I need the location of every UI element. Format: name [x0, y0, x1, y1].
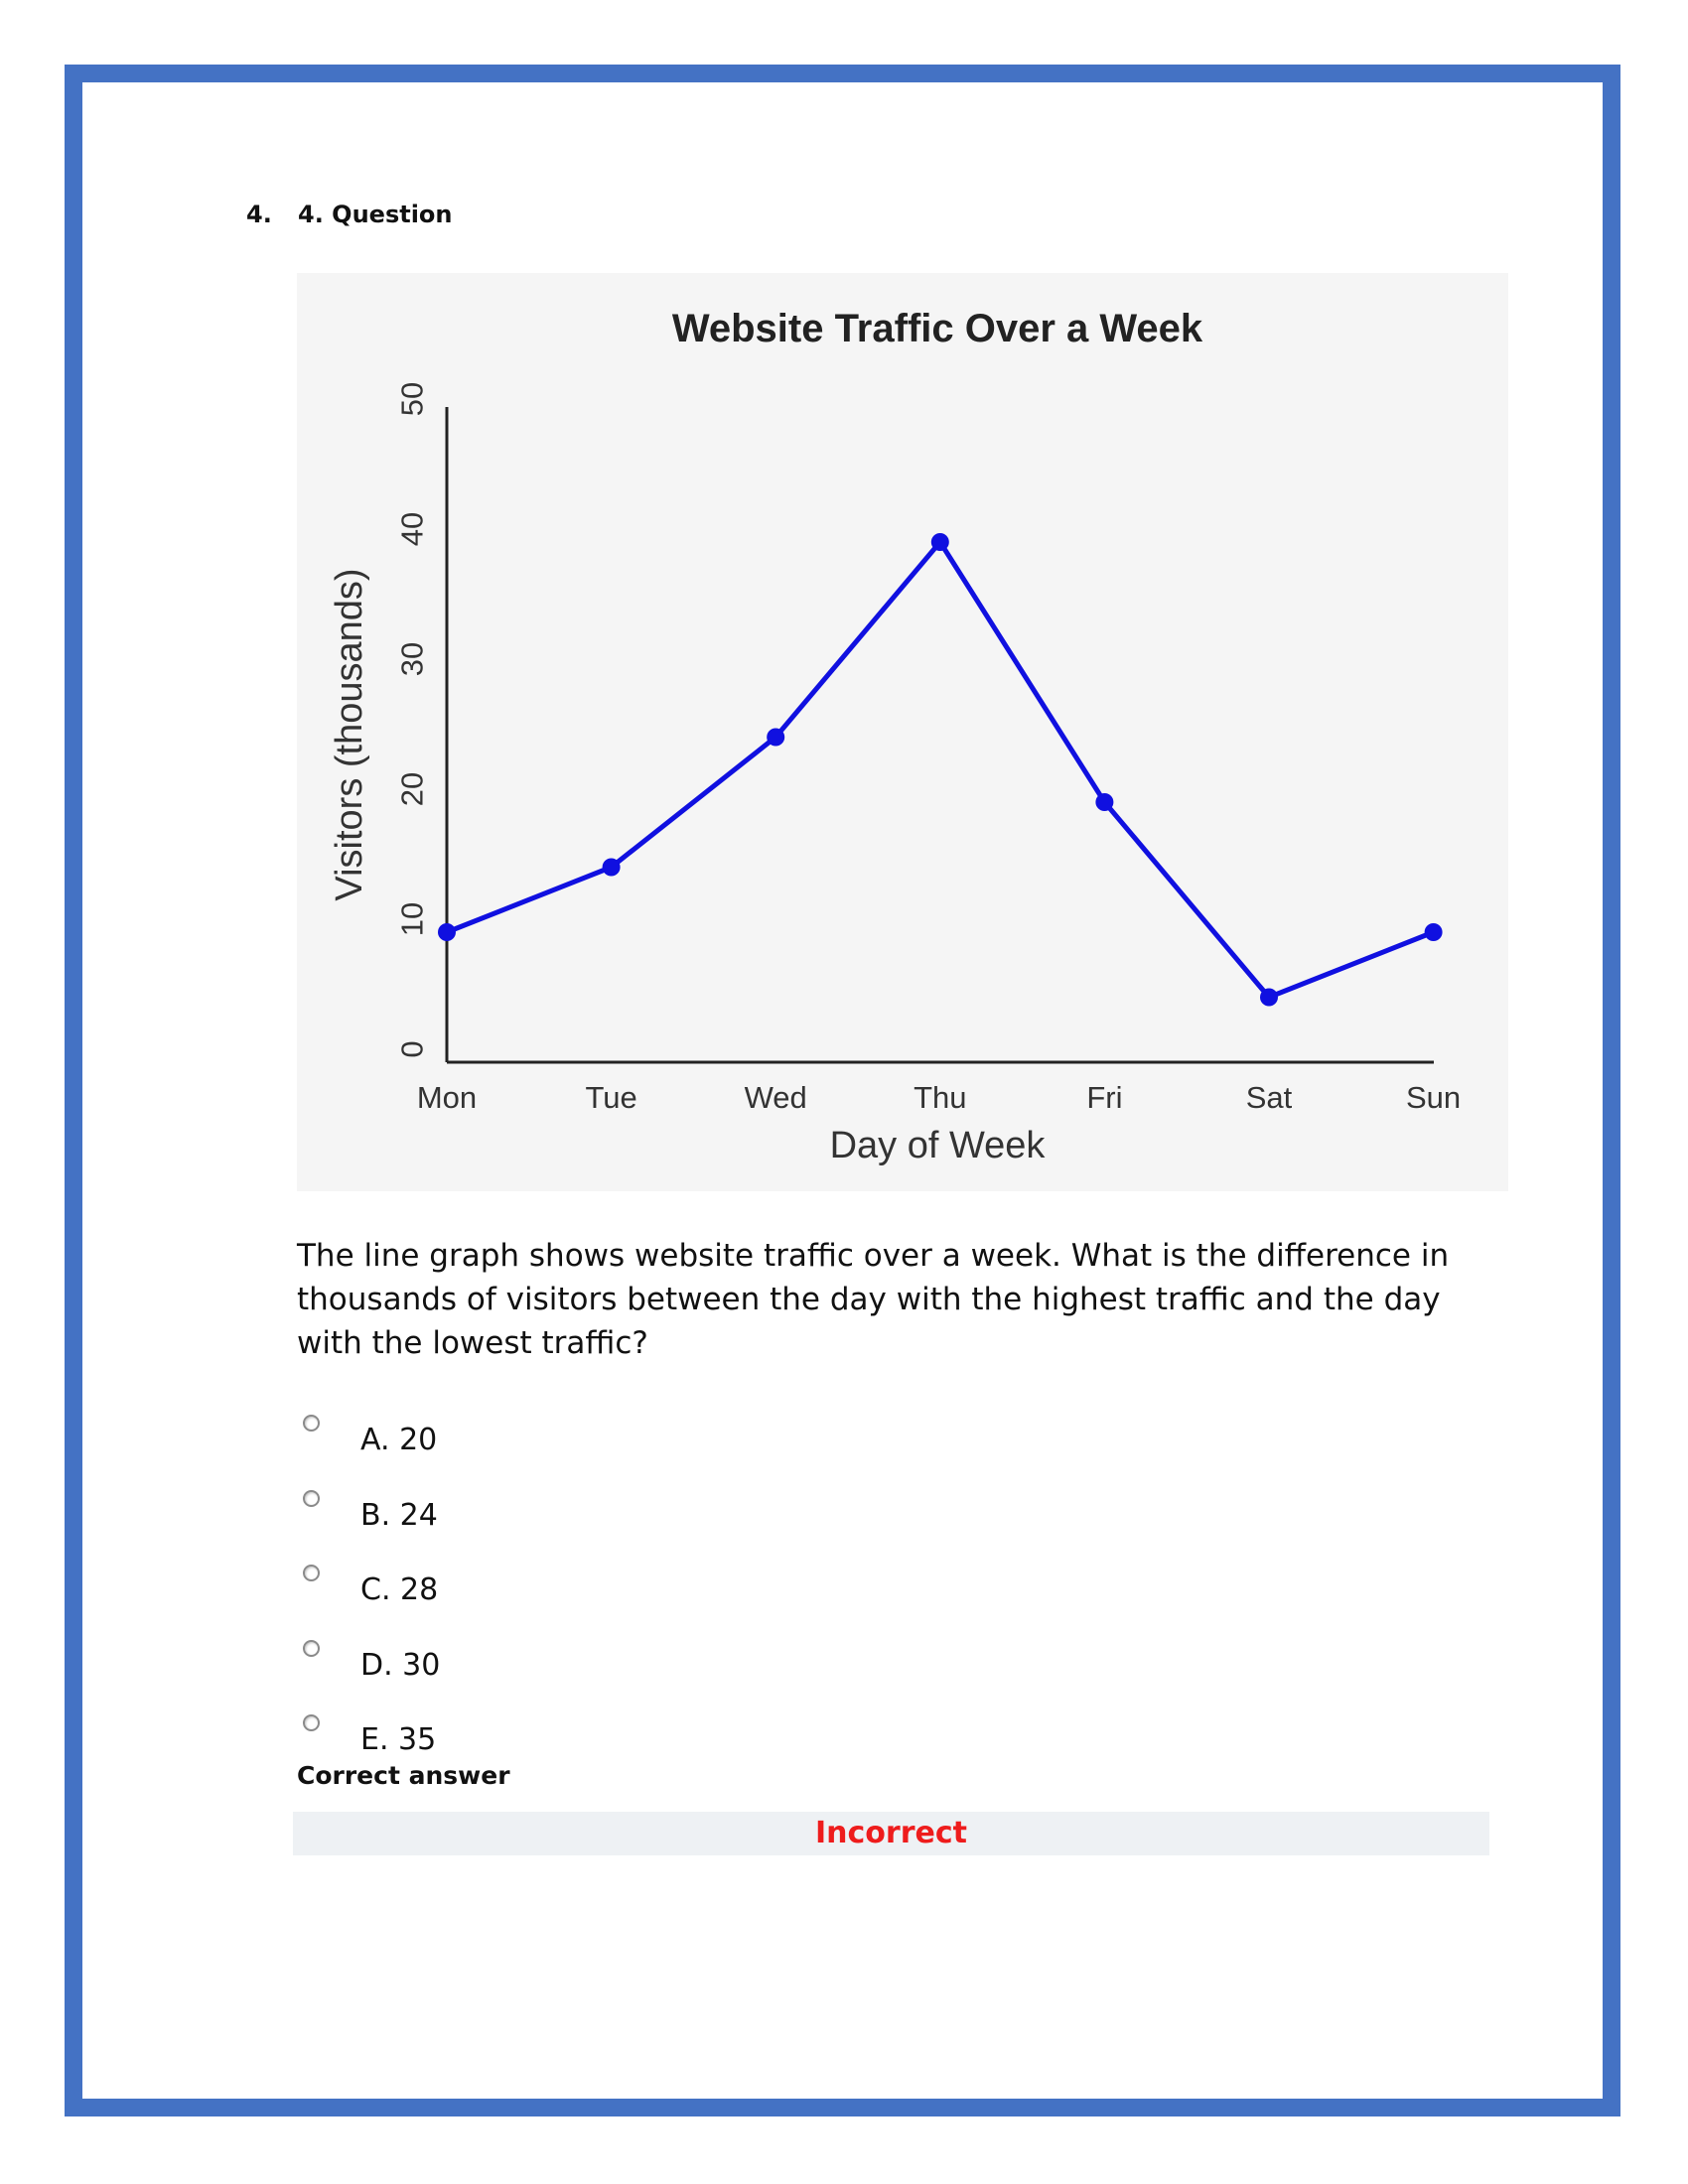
data-point [931, 533, 949, 551]
x-tick-label: Thu [914, 1080, 967, 1115]
y-tick-label: 0 [394, 1040, 430, 1058]
radio-button[interactable] [303, 1490, 320, 1507]
radio-button[interactable] [303, 1714, 320, 1731]
line-chart [297, 273, 1508, 1191]
data-point [1260, 989, 1278, 1007]
option-b[interactable] [297, 1480, 694, 1540]
question-title: 4. Question [298, 201, 453, 228]
option-c[interactable] [297, 1555, 694, 1614]
question-number: 4. [246, 201, 272, 228]
y-tick-label: 40 [394, 511, 430, 547]
x-tick-label: Sun [1406, 1080, 1462, 1115]
x-tick-label: Mon [416, 1080, 478, 1115]
question-text: The line graph shows website traffic over a week. What is the difference in thousands of visitors between the day with the highest traffic and the day with the lowest traffic? [297, 1238, 1450, 1361]
chart-title: Website Traffic Over a Week [671, 307, 1203, 350]
radio-button[interactable] [303, 1640, 320, 1657]
x-tick-label: Tue [585, 1080, 637, 1115]
x-tick-labels [417, 1080, 1461, 1115]
y-tick-labels [395, 382, 430, 1058]
result-banner [293, 1812, 1489, 1855]
chart-figure [297, 273, 1508, 1191]
series-points [438, 533, 1443, 1007]
radio-button[interactable] [303, 1565, 320, 1581]
option-label: D. 30 [360, 1648, 441, 1683]
x-axis-label: Day of Week [829, 1125, 1046, 1166]
option-label: A. 20 [360, 1423, 438, 1457]
y-tick-label: 50 [394, 381, 430, 417]
y-tick-label: 30 [394, 641, 430, 677]
data-point [438, 923, 456, 941]
data-point [767, 729, 784, 747]
y-tick-label: 20 [394, 771, 430, 807]
option-label: E. 35 [360, 1722, 437, 1757]
y-axis-label: Visitors (thousands) [329, 568, 370, 901]
series-line [447, 542, 1434, 998]
data-point [603, 859, 621, 877]
option-d[interactable] [297, 1630, 694, 1690]
y-tick-label: 10 [394, 901, 430, 937]
radio-button[interactable] [303, 1415, 320, 1432]
data-point [1095, 793, 1113, 811]
x-tick-label: Fri [1086, 1080, 1123, 1115]
option-e[interactable] [297, 1705, 694, 1764]
option-label: C. 28 [360, 1572, 439, 1607]
option-label: B. 24 [360, 1498, 438, 1533]
result-status: Incorrect [815, 1816, 967, 1850]
option-a[interactable] [297, 1405, 694, 1464]
x-tick-label: Sat [1245, 1080, 1293, 1115]
data-point [1425, 923, 1443, 941]
correct-answer-label: Correct answer [297, 1761, 510, 1790]
x-tick-label: Wed [744, 1080, 807, 1115]
